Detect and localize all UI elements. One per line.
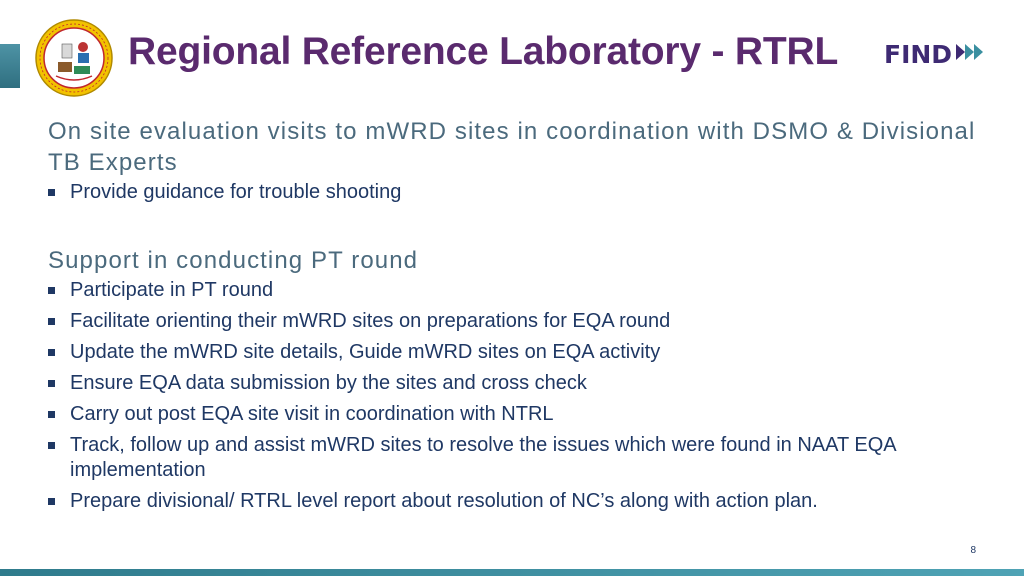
bullet-item: Participate in PT round (48, 278, 978, 303)
square-bullet-icon (48, 411, 55, 418)
left-accent-bar (0, 44, 20, 88)
bullet-list (48, 180, 978, 205)
slide-content (48, 116, 978, 520)
find-brand-logo (884, 36, 986, 72)
brand-logo-text: FIND (884, 39, 953, 69)
square-bullet-icon (48, 318, 55, 325)
bullet-item: Carry out post EQA site visit in coordination with NTRL (48, 402, 978, 427)
bullet-item: Prepare divisional/ RTRL level report about resolution of NC’s along with action plan. (48, 489, 978, 514)
bullet-item: Ensure EQA data submission by the sites and cross check (48, 371, 978, 396)
square-bullet-icon (48, 442, 55, 449)
double-chevron-right-icon (954, 41, 986, 68)
bullet-list (48, 278, 978, 514)
section-onsite-evaluation (48, 116, 978, 205)
section-heading: On site evaluation visits to mWRD sites in coordination with DSMO & Divisional TB Experts (48, 118, 976, 176)
bullet-item: Facilitate orienting their mWRD sites on preparations for EQA round (48, 309, 978, 334)
footer-accent-bar (0, 569, 1024, 576)
bullet-item: Track, follow up and assist mWRD sites to resolve the issues which were found in NAAT EQA implementation (48, 433, 978, 483)
square-bullet-icon (48, 380, 55, 387)
bullet-item: Update the mWRD site details, Guide mWRD sites on EQA activity (48, 340, 978, 365)
organization-seal-icon (34, 18, 114, 98)
section-heading: Support in conducting PT round (48, 247, 419, 274)
bullet-item: Provide guidance for trouble shooting (48, 180, 978, 205)
square-bullet-icon (48, 349, 55, 356)
page-number: 8 (970, 545, 976, 556)
square-bullet-icon (48, 189, 55, 196)
square-bullet-icon (48, 287, 55, 294)
slide-title: Regional Reference Laboratory - RTRL (128, 30, 839, 73)
section-pt-round (48, 245, 978, 514)
square-bullet-icon (48, 498, 55, 505)
